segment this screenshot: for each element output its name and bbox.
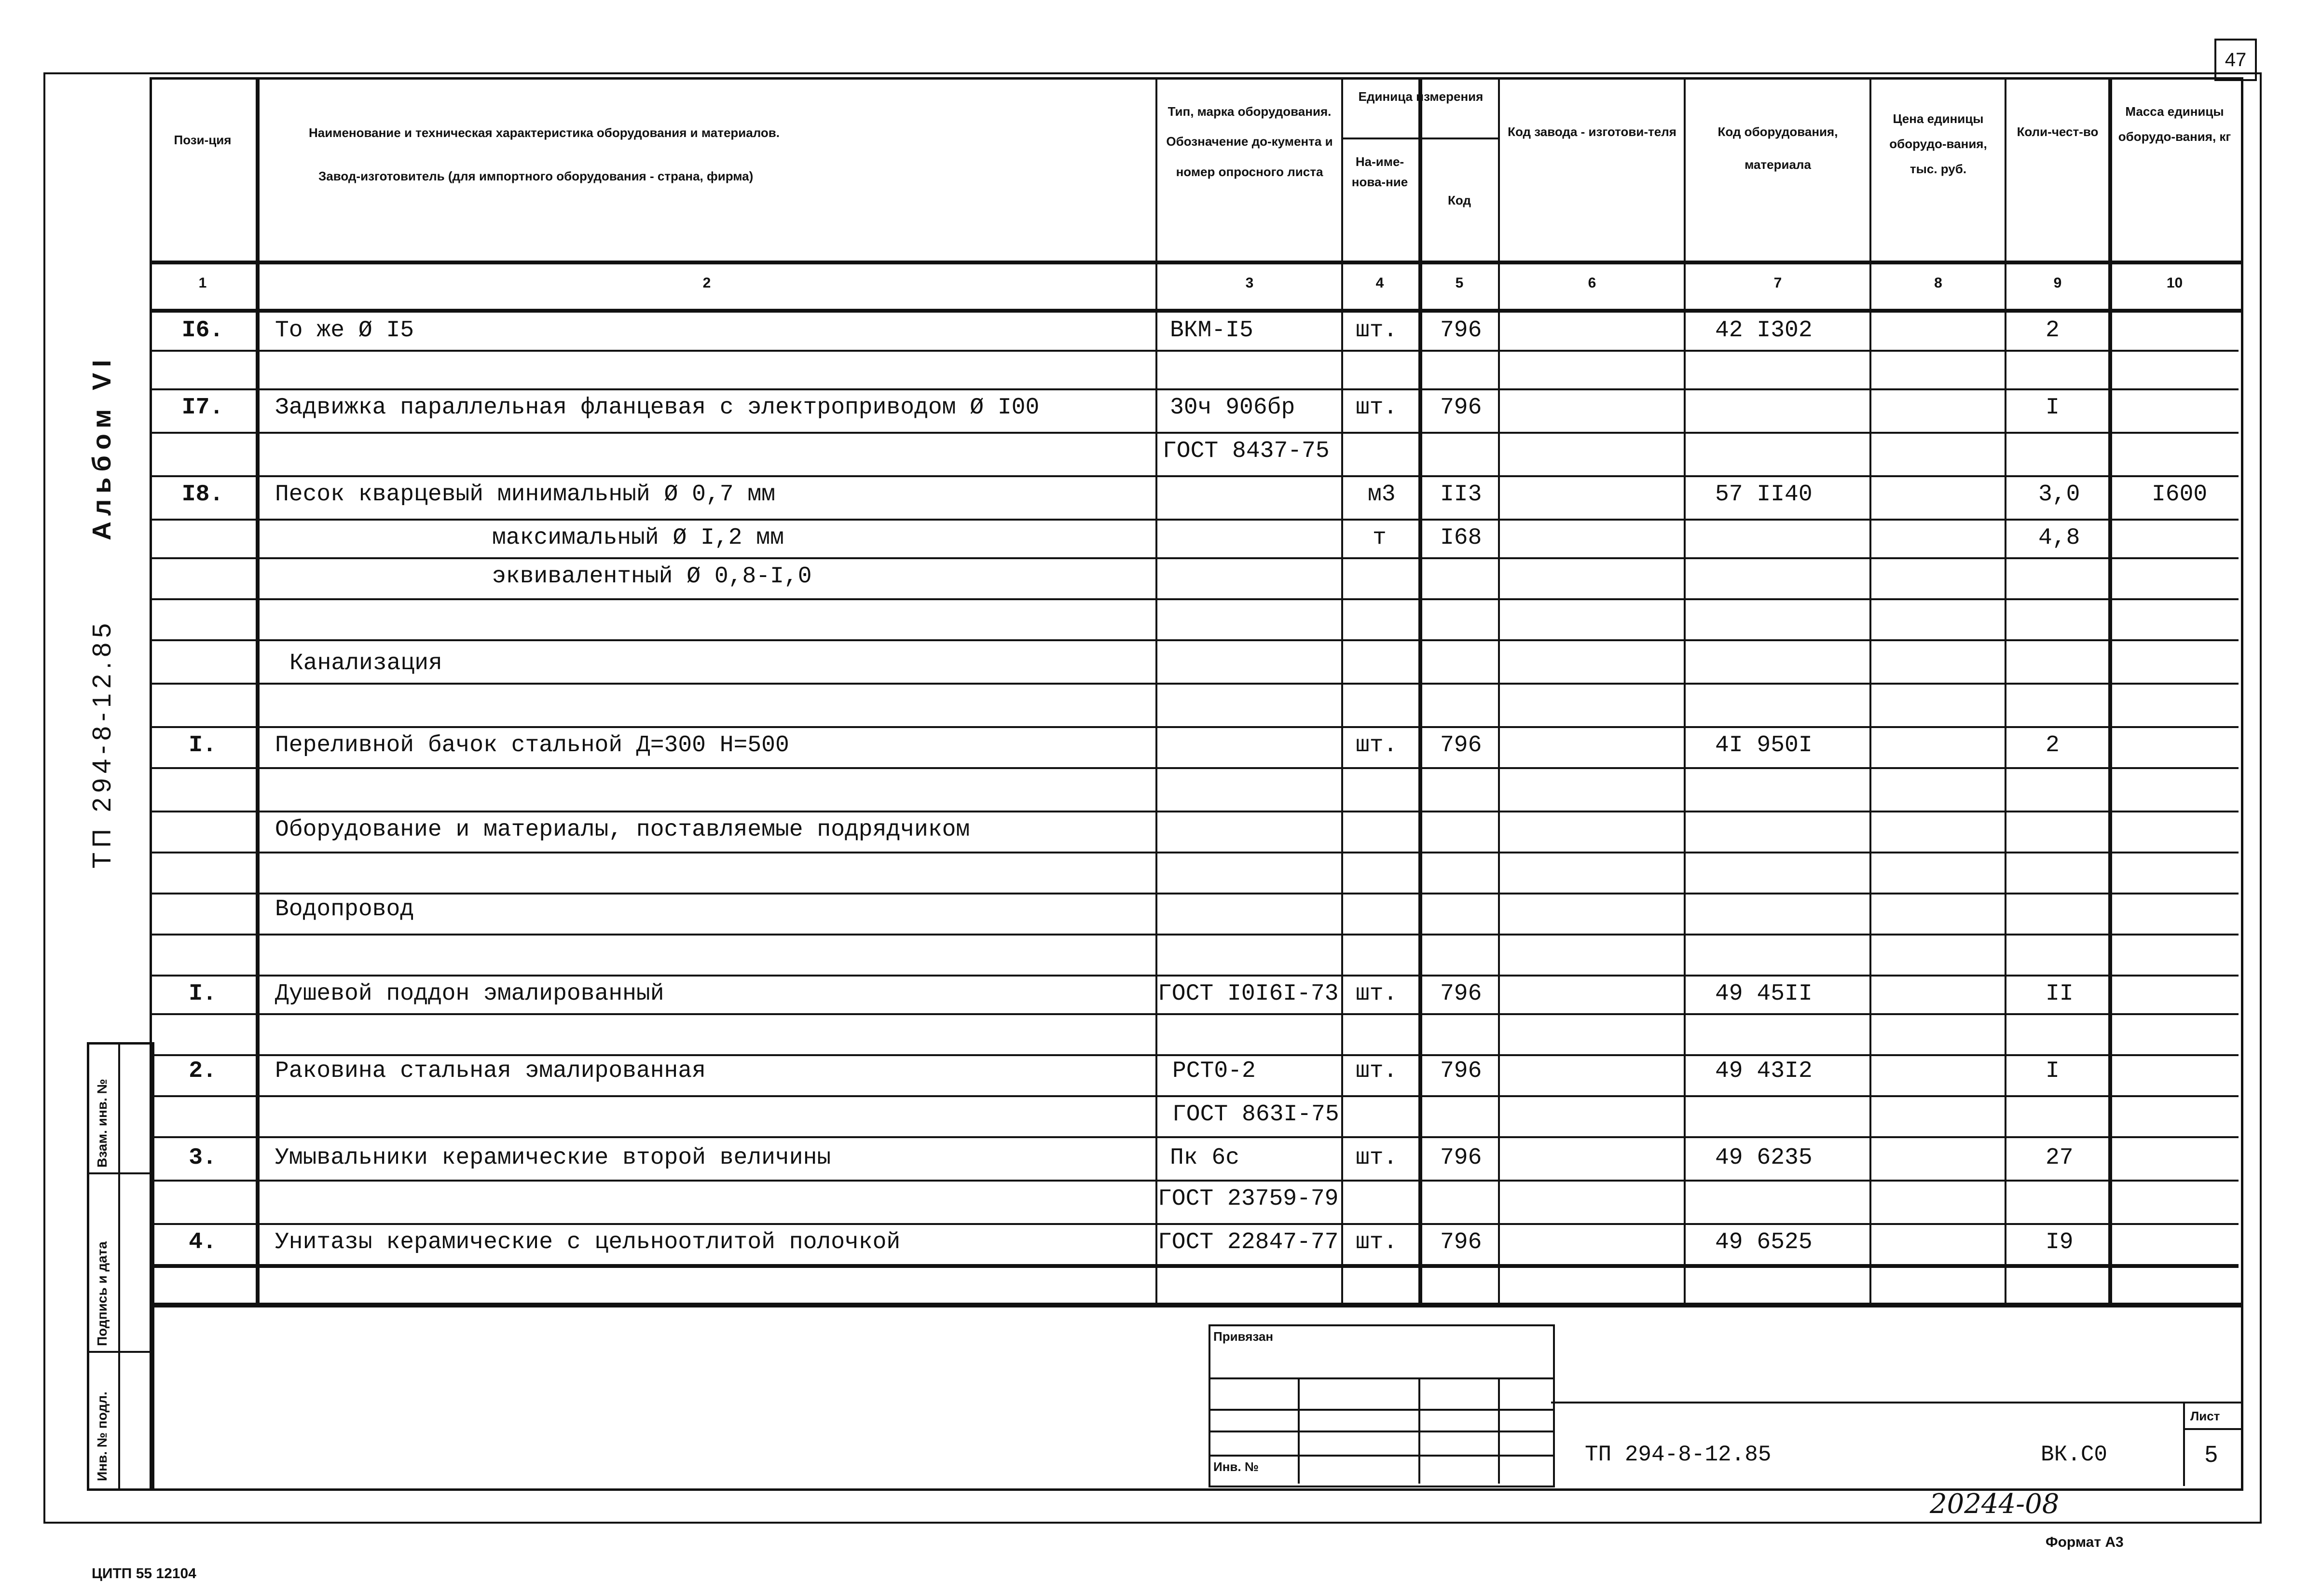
header-price: Цена единицы оборудо-вания, тыс. руб. <box>1889 111 1987 176</box>
row-i6-name: То же Ø I5 <box>275 317 414 344</box>
row-vod-3-code: 796 <box>1440 1145 1482 1171</box>
privyazan-label: Привязан <box>1213 1329 1274 1344</box>
row-vod-1-unit: шт. <box>1356 981 1398 1007</box>
row-i6-code: 796 <box>1440 317 1482 344</box>
row-vod-4-code: 796 <box>1440 1229 1482 1255</box>
row-vod-1-code: 796 <box>1440 981 1482 1007</box>
row-i8-code: II3 <box>1440 482 1482 508</box>
row-vod-1-material-code: 49 45II <box>1715 981 1813 1007</box>
row-i6-type: ВКМ-I5 <box>1170 317 1253 344</box>
row-i8-name: Песок кварцевый минимальный Ø 0,7 мм <box>275 482 775 508</box>
col-number-8: 8 <box>1934 275 1942 291</box>
row-vod-2-quantity: I <box>2046 1058 2060 1084</box>
row-i7-name: Задвижка параллельная фланцевая с электроприводом Ø I00 <box>275 395 1040 421</box>
row-vod-2-type-standard: ГОСТ 863I-75 <box>1172 1101 1339 1128</box>
row-vod-4-quantity: I9 <box>2046 1229 2074 1255</box>
row-vod-1-name: Душевой поддон эмалированный <box>275 981 664 1007</box>
project-label: ТП 294-8-12.85 <box>87 618 116 868</box>
col-number-10: 10 <box>2166 275 2183 291</box>
row-vod-3-type: Пк 6с <box>1170 1145 1240 1171</box>
row-kan-1-name: Переливной бачок стальной Д=300 Н=500 <box>275 732 789 758</box>
row-i7-code: 796 <box>1440 395 1482 421</box>
header-unit-name: На-име-нова-ние <box>1351 154 1408 189</box>
row-vod-2-type: РСТ0-2 <box>1172 1058 1256 1084</box>
document-mark: ВК.С0 <box>2041 1442 2108 1467</box>
row-kan-1-unit: шт. <box>1356 732 1398 758</box>
row-vod-4-position: 4. <box>189 1229 217 1255</box>
row-i8-position: I8. <box>181 482 224 508</box>
header-type: Тип, марка оборудования. Обозначение до-кумента и номер опросного листа <box>1166 104 1333 179</box>
header-mass: Масса единицы оборудо-вания, кг <box>2118 104 2231 144</box>
col-number-7: 7 <box>1773 275 1782 291</box>
sheet-label: Лист <box>2190 1409 2220 1423</box>
col-number-1: 1 <box>198 275 207 291</box>
row-vod-4-unit: шт. <box>1356 1229 1398 1255</box>
header-quantity: Коли-чест-во <box>2017 124 2099 139</box>
row-vod-4-type: ГОСТ 22847-77 <box>1158 1229 1339 1255</box>
row-i6-quantity: 2 <box>2046 317 2060 344</box>
row-vod-1-quantity: II <box>2046 981 2074 1007</box>
header-material-code: Код оборудования, материала <box>1717 124 1838 172</box>
sheet-corner-number: 47 <box>2214 39 2257 81</box>
stamp-vzam-inv: Взам. инв. № <box>95 1079 110 1168</box>
row-vod-2-material-code: 49 43I2 <box>1715 1058 1813 1084</box>
album-label: Альбом VI <box>87 354 116 540</box>
section-kanalizatsiya: Канализация <box>289 650 442 676</box>
row-i8-name-max: максимальный Ø I,2 мм <box>492 525 784 551</box>
row-i8-quantity: 3,0 <box>2038 482 2080 508</box>
row-i8-mass: I600 <box>2152 482 2208 508</box>
section-vodoprovod: Водопровод <box>275 896 414 922</box>
section-contractor-supplied: Оборудование и материалы, поставляемые подрядчиком <box>275 817 970 843</box>
col-number-2: 2 <box>702 275 711 291</box>
row-kan-1-material-code: 4I 950I <box>1715 732 1813 758</box>
header-name-line1: Наименование и техническая характеристика оборудования и материалов. <box>309 125 780 140</box>
col-number-6: 6 <box>1588 275 1596 291</box>
row-i8-code-2: I68 <box>1440 525 1482 551</box>
row-i6-position: I6. <box>181 317 224 344</box>
header-unit-code: Код <box>1448 193 1471 207</box>
header-plant-code: Код завода - изготови-теля <box>1508 124 1676 139</box>
row-vod-2-position: 2. <box>189 1058 217 1084</box>
title-block <box>150 1303 2243 1491</box>
row-vod-3-name: Умывальники керамические второй величины <box>275 1145 831 1171</box>
handwritten-number: 20244-08 <box>1930 1488 2060 1520</box>
row-i8-quantity-2: 4,8 <box>2038 525 2080 551</box>
privyazan-box <box>1209 1324 1555 1487</box>
row-vod-3-position: 3. <box>189 1145 217 1171</box>
row-i8-unit: м3 <box>1368 482 1396 508</box>
format-label: Формат А3 <box>2046 1534 2124 1550</box>
col-number-4: 4 <box>1375 275 1384 291</box>
row-vod-2-unit: шт. <box>1356 1058 1398 1084</box>
row-i8-unit-2: т <box>1373 525 1387 551</box>
header-position: Пози-ция <box>174 133 232 147</box>
document-code: ТП 294-8-12.85 <box>1585 1442 1772 1467</box>
inv-no-label: Инв. № <box>1213 1459 1259 1474</box>
row-i7-type-standard: ГОСТ 8437-75 <box>1163 438 1330 464</box>
row-i8-name-equiv: эквивалентный Ø 0,8-I,0 <box>492 564 812 590</box>
row-kan-1-code: 796 <box>1440 732 1482 758</box>
col-number-3: 3 <box>1245 275 1254 291</box>
printer-code: ЦИТП 55 12104 <box>92 1566 196 1582</box>
row-vod-3-quantity: 27 <box>2046 1145 2074 1171</box>
header-unit: Единица измерения <box>1358 89 1484 104</box>
row-i6-unit: шт. <box>1356 317 1398 344</box>
col-number-5: 5 <box>1455 275 1464 291</box>
row-i7-unit: шт. <box>1356 395 1398 421</box>
stamp-podpis-data: Подпись и дата <box>95 1241 110 1346</box>
row-vod-3-type-standard: ГОСТ 23759-79 <box>1158 1186 1339 1212</box>
row-vod-2-name: Раковина стальная эмалированная <box>275 1058 706 1084</box>
sheet-number: 5 <box>2205 1442 2218 1467</box>
row-kan-1-quantity: 2 <box>2046 732 2060 758</box>
stamp-inv-podl: Инв. № подл. <box>95 1391 110 1481</box>
header-name-line2: Завод-изготовитель (для импортного оборудования - страна, фирма) <box>318 169 754 183</box>
row-vod-1-position: I. <box>189 981 217 1007</box>
row-i8-material-code: 57 II40 <box>1715 482 1813 508</box>
row-vod-4-material-code: 49 6525 <box>1715 1229 1813 1255</box>
row-vod-1-type: ГОСТ I0I6I-73 <box>1158 981 1339 1007</box>
col-number-9: 9 <box>2053 275 2062 291</box>
row-i6-material-code: 42 I302 <box>1715 317 1813 344</box>
row-vod-2-code: 796 <box>1440 1058 1482 1084</box>
row-i7-quantity: I <box>2046 395 2060 421</box>
row-vod-3-unit: шт. <box>1356 1145 1398 1171</box>
row-vod-4-name: Унитазы керамические с цельноотлитой полочкой <box>275 1229 901 1255</box>
row-vod-3-material-code: 49 6235 <box>1715 1145 1813 1171</box>
row-kan-1-position: I. <box>189 732 217 758</box>
row-i7-type: 30ч 906бр <box>1170 395 1295 421</box>
row-i7-position: I7. <box>181 395 224 421</box>
